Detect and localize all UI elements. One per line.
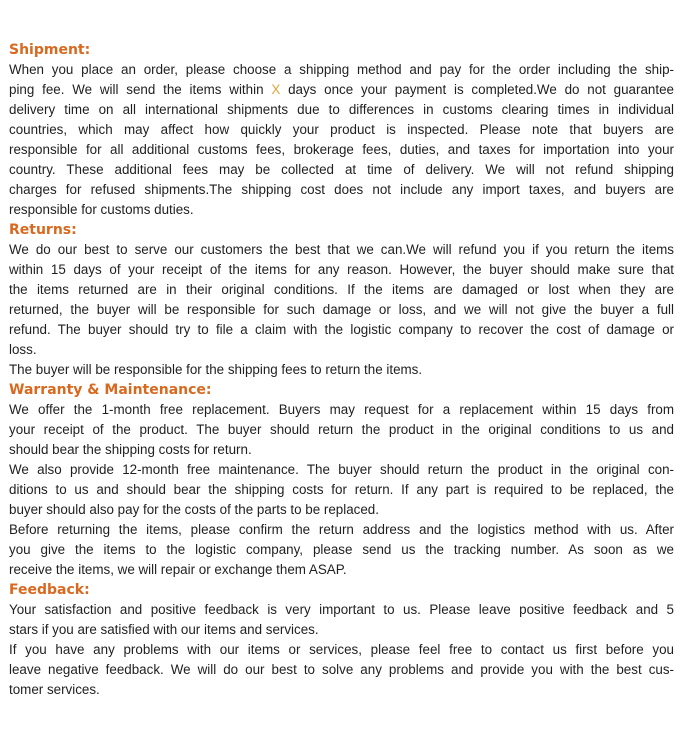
returns-heading: Returns: (9, 222, 77, 238)
returns-line-6: loss. (9, 342, 37, 357)
warranty-line-9: receive the items, we will repair or exchange them ASAP. (9, 562, 347, 577)
shipment-line-8: responsible for customs duties. (9, 202, 194, 217)
shipment-section (9, 40, 674, 220)
warranty-line-2: your receipt of the product. The buyer should return the product in the original conditions to us and (9, 422, 674, 437)
feedback-line-5: tomer services. (9, 682, 100, 697)
shipment-text (9, 60, 674, 220)
warranty-line-5: ditions to us and should bear the shipping costs for return. If any part is required to be replaced, the (9, 482, 674, 497)
warranty-line-3: should bear the shipping costs for return. (9, 442, 252, 457)
shipment-heading: Shipment: (9, 42, 91, 58)
feedback-heading: Feedback: (9, 582, 90, 598)
shipment-line-5: responsible for all additional customs fees, brokerage fees, duties, and taxes for importation into your (9, 142, 674, 157)
returns-section (9, 220, 674, 380)
feedback-section (9, 580, 674, 700)
returns-line-1: We do our best to serve our customers the best that we can.We will refund you if you return the items (9, 242, 674, 257)
warranty-heading: Warranty & Maintenance: (9, 382, 212, 398)
warranty-line-1: We offer the 1-month free replacement. Buyers may request for a replacement within 15 days from (9, 402, 674, 417)
shipment-line-4: countries, which may affect how quickly your product is inspected. Please note that buyers are (9, 122, 674, 137)
feedback-line-4: leave negative feedback. We will do our best to solve any problems and provide you with the best cus- (9, 662, 674, 677)
warranty-section (9, 380, 674, 580)
shipment-line-6: country. These additional fees may be collected at time of delivery. We will not refund shipping (9, 162, 674, 177)
shipment-line-2-end: days once your payment is completed.We do not guarantee (288, 82, 674, 97)
warranty-line-7: Before returning the items, please confirm the return address and the logistics method with us. After (9, 522, 674, 537)
shipment-line-2-start: ping fee. We will send the items within (9, 82, 264, 97)
feedback-text (9, 600, 674, 700)
returns-line-5: refund. The buyer should try to file a claim with the logistic company to recover the cost of damage or (9, 322, 674, 337)
returns-text (9, 240, 674, 380)
feedback-line-1: Your satisfaction and positive feedback is very important to us. Please leave positive feedback and 5 (9, 602, 674, 617)
warranty-line-8: you give the items to the logistic company, please send us the tracking number. As soon as we (9, 542, 674, 557)
returns-line-7: The buyer will be responsible for the shipping fees to return the items. (9, 362, 423, 377)
feedback-line-3: If you have any problems with our items or services, please feel free to contact us first before you (9, 642, 674, 657)
returns-line-2: within 15 days of your receipt of the items for any reason. However, the buyer should make sure that (9, 262, 674, 277)
shipment-line-3: delivery time on all international shipments due to differences in customs clearing times in individual (9, 102, 674, 117)
feedback-line-2: stars if you are satisfied with our items and services. (9, 622, 319, 637)
returns-line-3: the items returned are in their original conditions. If the items are damaged or lost when they are (9, 282, 674, 297)
warranty-text (9, 400, 674, 580)
shipment-line-1: When you place an order, please choose a shipping method and pay for the order including the ship- (9, 62, 674, 77)
warranty-line-4: We also provide 12-month free maintenance. The buyer should return the product in the original con- (9, 462, 674, 477)
returns-line-4: returned, the buyer will be responsible for such damage or loss, and we will not give the buyer a full (9, 302, 674, 317)
shipment-line-2 (9, 80, 674, 100)
warranty-line-6: buyer should also pay for the costs of the parts to be replaced. (9, 502, 379, 517)
days-placeholder-mark: X (271, 82, 281, 97)
policy-document (9, 40, 674, 700)
shipment-line-7: charges for refused shipments.The shipping cost does not include any import taxes, and buyers are (9, 182, 674, 197)
